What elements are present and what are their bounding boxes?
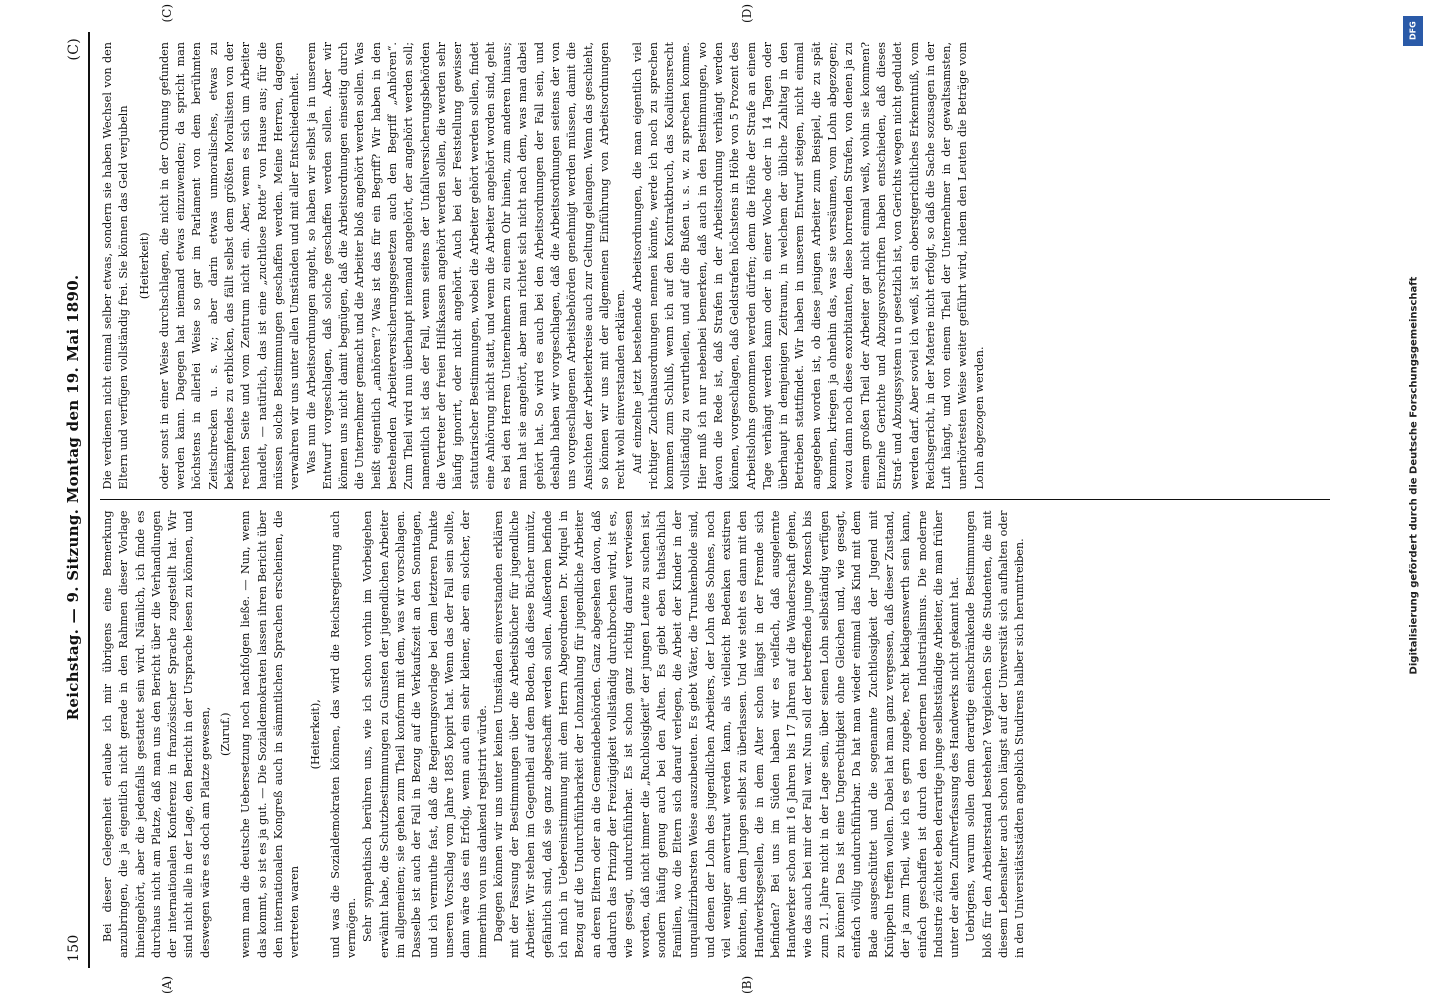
paragraph: Auf einzelne jetzt bestehende Arbeitsordnungen, die man eigentlich viel richtiger Zuchthausordnungen nennen könnte, werde ich noch zu sprechen kommen zum Schluß, wenn ich auf den Kontraktbruch, das Koalitionsrecht vollständig zu verurtheilen, und auf die Bußen u. s. w. zu sprechen komme. Hier muß ich nur nebenbei bemerken, daß auch in den Bestimmungen, wo davon die Rede ist, daß Strafen in der Arbeitsordnung verhängt werden können, vorgeschlagen, daß Geldstrafen höchstens in Höhe von 5 Prozent des Arbeitslohns genommen werden dürfen; denn die Höhe der Strafe an einem Tage verhängt werden kann oder in einer Woche oder in 14 Tagen oder überhaupt in demjenigen Zeitraum, in welchem der übliche Zahltag in den Betrieben stattfindet. Wir haben in unserem Entwurf steigen, nicht einmal angegeben worden ist, ob diese jenigen Arbeiter zum Beispiel, die zu spät kommen, kriegen ja ohnehin das, was sie versäumen, vom Lohn abgezogen; wozu dann noch diese exorbitanten, diese horrenden Strafen, von denen ja zu einem großen Theil der Arbeiter gar nicht einmal weiß, wohin sie kommen? Einzelne Gerichte und Abzugsvorschriften haben entschieden, daß dieses Straf- und Abzugssystem u n gesetzlich ist, von Gerichts wegen nicht geduldet werden darf. Aber soviel ich weiß, ist ein oberstgerichtliches Erkenntniß, vom Reichsgericht, in der Materie nicht erfolgt, so daß die Sache sozusagen in der Luft hängt, und von einem Theil der Unternehmer in der gewaltsamsten, unerhörtesten Weise weiter geführt wird, indem den Leuten die Beträge vom Lohn abgezogen werden.: [630, 42, 986, 490]
page-title: Reichstag. — 9. Sitzung. Montag den 19. Mai 1890.: [64, 274, 82, 721]
margin-marker-a: (A): [160, 975, 174, 994]
margin-marker-d: (D): [740, 4, 754, 23]
interjection: (Heiterkeit): [137, 232, 151, 300]
paragraph: Was nun die Arbeitsordnungen angeht, so haben wir selbst ja in unserem Entwurf vorgeschlagen, daß solche geschaffen werden sollen. Aber wir können uns nicht damit begnügen, daß die Arbeitsordnungen einseitig durch die Unternehmer gemacht und die Arbeiter bloß angehört werden sollen. Was heißt eigentlich „anhören“? Was ist das für ein Begriff? Wir haben in den bestehenden Arbeiterversicherungsgesetzen auch den Begriff „Anhören“. Zum Theil wird nun überhaupt niemand angehört, der angehört werden soll; namentlich ist das der Fall, wenn seitens der Unfallversicherungsbehörden die Vertreter der freien Hilfskassen angehört werden sollen, die werden sehr häufig ignorirt, oder nicht angehört. Auch bei der Feststellung gewisser statutarischer Bestimmungen, wobei die Arbeiter gehört werden sollen, findet eine Anhörung nicht statt, und wenn die Arbeiter angehört worden sind, geht es bei den Herren Unternehmern zu einem Ohr hinein, zum anderen hinaus; man hat sie angehört, aber man richtet sich nicht nach dem, was man dabei gehört hat. So wird es auch bei den Arbeitsordnungen der Fall sein, und deshalb haben wir vorgeschlagen, daß die Arbeitsordnungen seitens der von uns vorgeschlagenen Arbeitsbehörden genehmigt werden müssen, damit die Ansichten der Arbeiterkreise auch zur Geltung gelangen. Wenn das geschieht, so können wir uns mit der allgemeinen Einführung von Arbeitsordnungen recht wohl einverstanden erklären.: [304, 42, 628, 490]
paragraph: oder sonst in einer Weise durchschlagen, die nicht in der Ordnung gefunden werden kann. Dagegen hat niemand etwas einzuwenden; da spricht man höchstens in allerlei Weise so gar im Parlament von dem berühmten Zeitschrecken u. s. w.; aber darin etwas unmoralisches, etwas zu bekämpfendes zu erblicken, das fällt selbst dem größten Moralisten von der rechten Seite und vom Zentrum nicht ein. Aber, wenn es sich um Arbeiter handelt, — natürlich, das ist eine „zuchtlose Rotte“ von Hause aus; für die müssen solche Bestimmungen geschaffen werden. Meine Herren, dagegen verwahren wir uns unter allen Umständen und mit aller Entschiedenheit.: [157, 42, 302, 490]
paragraph: Dagegen können wir uns unter keinen Umständen einverstanden erklären mit der Fassung der Bestimmungen über die Arbeitsbücher für jugendliche Arbeiter. Wir stehen im Gegentheil auf dem Boden, daß diese Bücher unnütz, gefährlich sind, daß sie ganz abgeschafft werden sollen. Außerdem befinde ich mich in Uebereinstimmung mit dem Herrn Abgeordneten Dr. Miquel in Bezug auf die Undurchführbarkeit der Lohnzahlung für jugendliche Arbeiter an deren Eltern oder an die Gemeindebehörden. Ganz abgesehen davon, daß dadurch das Prinzip der Freizügigkeit vollständig durchbrochen wird, ist es, wie gesagt, undurchführbar. Es ist schon ganz richtig darauf verwiesen worden, daß nicht immer die „Ruchlosigkeit“ der jungen Leute zu suchen ist, sondern häufig genug auch bei den Alten. Es giebt eben thatsächlich Familien, wo die Eltern sich darauf verlegen, die Arbeit der Kinder in der unqualifizirbarsten Weise auszubeuten. Es giebt Väter, die Trunkenbolde sind, und denen der Lohn des jugendlichen Arbeiters, der Lohn des Sohnes, noch viel weniger anvertraut werden kann, als vielleicht Bedenken existiren könnten, ihn dem Jungen selbst zu überlassen. Und wie steht es dann mit den Handwerksgesellen, die in dem Alter schon längst in der Fremde sich befinden? Bei uns im Süden haben wir es vielfach, daß ausgelernte Handwerker schon mit 16 Jahren bis 17 Jahren auf die Wanderschaft gehen, wie das auch bei mir der Fall war. Nun soll der betreffende junge Mensch bis zum 21. Jahre nicht in der Lage sein, über seinen Lohn selbständig verfügen zu können! Das ist eine Ungerechtigkeit ohne Gleichen und, wie gesagt, einfach völlig undurchführbar. Da hat man wieder einmal das Kind mit dem Bade ausgeschüttet und die sogenannte Zuchtlosigkeit der Jugend mit Knüppeln treffen wollen. Dabei hat man ganz vergessen, daß dieser Zustand, der ja zum Theil, wie ich es gern zugebe, recht beklagenswerth sein kann, einfach geschaffen ist durch den modernen Industrialismus. Die moderne Industrie züchtet eben derartige junge selbstständige Arbeiter, die man früher unter der alten Zunftverfassung des Handwerks nicht gekannt hat.: [491, 510, 962, 958]
paragraph: und was die Sozialdemokraten können, das wird die Reichsregierung auch vermögen.: [328, 510, 359, 958]
column-marker: (C): [66, 38, 82, 61]
left-column: [100, 501, 1330, 969]
digitization-notice-text: Digitalisierung gefördert durch die Deutsche Forschungsgemeinschaft: [1408, 276, 1420, 675]
right-column: [100, 32, 1330, 500]
paragraph: Bei dieser Gelegenheit erlaube ich mir übrigens eine Bemerkung anzubringen, die ja eigentlich nicht gerade in den Rahmen dieser Vorlage hineingehört, aber die jedenfalls gestattet sein wird. Nämlich, ich finde es durchaus nicht am Platze, daß man uns den Bericht über die Verhandlungen der internationalen Konferenz in französischer Sprache zugestellt hat. Wir sind nicht alle in der Lage, den Bericht in der Ursprache lesen zu können, und deswegen wäre es doch am Platze gewesen,: [101, 510, 212, 958]
interjection: (Zuruf.): [219, 712, 233, 757]
column-divider: [100, 500, 1330, 501]
paragraph: Uebrigens, warum sollen denn derartige einschränkende Bestimmungen bloß für den Arbeiterstand bestehen? Vergleichen Sie die Studenten, die mit diesem Lebensalter auch schon längst auf der Universität sich aufhalten oder in den Universitätsstädten angeblich Studirens halber sich herumtreiben.: [964, 510, 1027, 958]
paragraph: Die verdienen nicht einmal selber etwas, sondern sie haben Wechsel von den Eltern und verfügen vollständig frei. Sie können das Geld verjubeln: [101, 42, 131, 490]
page-header: [64, 32, 90, 968]
paragraph: wenn man die deutsche Uebersetzung noch nachfolgen ließe. — Nun, wenn das kommt, so ist es ja gut. — Die Sozialdemokraten lassen ihren Bericht über den internationalen Kongreß auch in sämmtlichen Sprachen erscheinen, die vertreten waren: [239, 510, 302, 958]
page-number: 150: [66, 934, 82, 962]
dfg-logo: DFG: [1403, 16, 1423, 46]
text-columns: [100, 32, 1330, 968]
digitization-notice: [1399, 0, 1429, 1000]
paragraph: Sehr sympathisch berühren uns, wie ich schon vorhin im Vorbeigehen erwähnt habe, die Schutzbestimmungen zu Gunsten der jugendlichen Arbeiter im allgemeinen; sie gehen zum Theil konform mit dem, was wir vorschlagen. Dasselbe ist auch der Fall in Bezug auf die Verkaufszeit an den Sonntagen, und ich vermuthe fast, daß die Regierungsvorlage bei dem letzteren Punkte unseren Vorschlag vom Jahre 1885 kopirt hat. Wenn das der Fall sein sollte, dann wäre das ein Erfolg, wenn auch ein sehr kleiner, aber ein solcher, der immerhin von uns dankend registrirt würde.: [361, 510, 489, 958]
interjection: (Heiterkeit),: [308, 699, 322, 770]
newspaper-page: [40, 4, 1392, 994]
margin-marker-c: (C): [160, 4, 174, 23]
margin-marker-b: (B): [740, 975, 754, 994]
